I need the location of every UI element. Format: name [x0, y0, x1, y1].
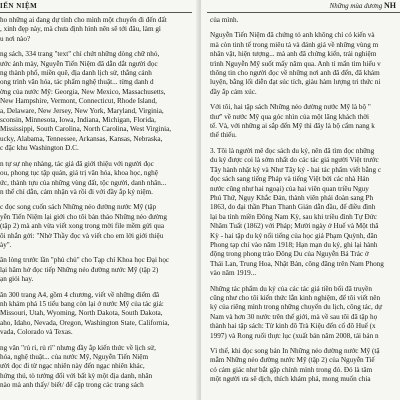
text-line: c đặc khu Washington D.C.: [0, 144, 79, 153]
text-line: Nguyễn Tiến Niệm đã chứng tỏ anh không chỉ có kiến và: [210, 31, 375, 40]
left-header-rule: [0, 12, 192, 13]
right-header-title: Những mùa dương: [329, 2, 383, 10]
text-line: ày".: [0, 240, 12, 249]
text-line: ăn lòng trước lần "phủ chủ" cho Tạp chí Khoa học Đại học: [0, 256, 170, 265]
text-line: thông tin cho người đọc về những nơi anh đã đến, đã khám: [210, 69, 380, 78]
left-page: [0, 0, 199, 400]
text-line: cũng như cho tôi kiến thức lẫn kinh nghiệm, để tôi viết nên: [210, 293, 381, 302]
text-line: Missouri, Utah, Wyoming, North Dakota, South Dakota,: [0, 309, 163, 318]
text-line: ờng của nước Mỹ: Georgia, New Mexico, Massachusetts,: [0, 87, 166, 96]
text-line: lại hăm hở đọc tiếp Những nẻo đường nước Mỹ (tập 2): [0, 265, 159, 274]
text-line: n thể chỉ dẫn, cảm nhận và rồi đi với đầy ắp kỷ niệm.: [0, 187, 153, 196]
text-line: ng sách, 334 trang "text" chỉ chứt những dòng chữ nhỏ,: [0, 50, 160, 59]
text-line: Kỳ - hai tập du ký nổi tiếng của học giả Phạm Quỳnh, đăn: [210, 231, 378, 240]
text-line: vào năm 1919...: [210, 269, 257, 278]
text-line: yễn Tiến Niệm lại giới cho tôi bản thảo Những nẻo đường: [0, 212, 167, 221]
text-line: ười đọc đi từ ngạc nhiên này đến ngạc nhiên khác,: [0, 362, 145, 371]
text-line: mà còn tinh tế trong miêu tả và đánh giá về những vùng m: [210, 40, 379, 49]
text-line: aho, Idaho, Nevada, Oregon, Washington State, California,: [0, 318, 170, 327]
text-line: một người ưa sê dịch, thích khám phá, mong muốn chia: [210, 375, 371, 384]
text-line: ng văn "rủ rỉ, rủ rì" nhưng đầy ắp kiến thức về lịch sử,: [0, 343, 156, 352]
text-line: 3. Tôi là người mê đọc sách du ký, nên đã tìm đọc những: [210, 146, 375, 155]
text-line: ạn giỏi hay.: [0, 275, 34, 284]
text-line: ôi nhắn gởi: "Nhờ Thầy đọc và viết cho em lời giới thiệu: [0, 231, 164, 240]
text-line: sconsin, Minnesota, Iowa, Indiana, Michigan, Florida,: [0, 116, 156, 125]
text-line: ho những ai đang dự tính cho mình một chuyến đi đến đất: [0, 16, 167, 24]
text-line: , xinh đẹp này, mà chưa định hình nên sẽ tới đâu, làm gì: [0, 25, 161, 34]
right-running-header: [276, 1, 396, 10]
text-line: Những tác phẩm du ký của các tác giả tiền bối đã truyền: [210, 284, 372, 293]
text-line: hứng thú, tò tưởng đối với bất kỳ một địa danh, nhân: [0, 371, 153, 380]
text-line: nhân vật, hiện tượng... mà anh đã chứng kiến, trải nghiệm: [210, 50, 377, 59]
text-line: trình Nguyễn Mỹ suốt mấy năm qua. Anh tỉ mẩn tìm hiểu v: [210, 59, 381, 68]
text-line: Phú Thứ, Ngụy Khắc Đản, thành viên phái đoàn sang Ph: [210, 193, 374, 202]
text-line: vada, Colorado và Texas.: [0, 328, 73, 337]
text-line: mẫm Những nẻo đường nước Mỹ (tập 2) của Nguyễn Tiế: [210, 356, 375, 365]
text-line: ức, thành tựu của những vùng đất, tộc người, danh nhân...: [0, 178, 167, 187]
right-page-text: [210, 16, 398, 385]
text-line: động trong phong trào Đông Du của Nguyễn Bá Trác ở: [210, 250, 369, 259]
text-line: Với tôi, hai tập sách Những nẻo đường nước Mỹ là bộ ": [210, 103, 371, 112]
left-running-header: IẾN NIỆM: [0, 2, 38, 10]
text-line: ou, phong tục tập quán, giá trị văn hóa, khoa học, nghệ: [0, 169, 158, 178]
text-line: tế. Và, với những ai sắp đến Mỹ thì đây là bộ cẩm nang k: [210, 122, 375, 131]
text-line: Tây hành nhật ký và Như Tây ký - hai tác phẩm viết bằng c: [210, 165, 382, 174]
text-line: c đọc song cuốn sách Những nẻo đường nước Mỹ (tập: [0, 203, 157, 212]
text-line: hóa, nghệ thuật... của nước Mỹ, Nguyễn Tiến Niệm: [0, 353, 149, 361]
right-page: [201, 0, 400, 400]
text-line: a, Delaware, New Jersey, New York, Maryland, Virginia,: [0, 106, 164, 115]
text-line: ký của riêng mình trong những chuyến du lịch, công tác, dự: [210, 303, 383, 312]
text-line: Nhâm Tuất (1862) với Pháp; Mười ngày ở Huế và Một thă: [210, 222, 379, 231]
text-line: ong trình văn hóa, tác phẩm nghệ thuật... từng danh d: [0, 78, 154, 87]
text-line: của mình.: [210, 16, 239, 24]
text-line: có cảm giác như bắt gặp chính mình trong đó. Đó là tâm: [210, 365, 373, 374]
text-line: đầy ắp cảm xúc.: [210, 87, 257, 96]
text-line: Nam và hơn 30 nước trên thế giới, mà về sau tôi đã tập họ: [210, 312, 378, 321]
text-line: đọc sách sang tiếng Pháp và tiếng Việt bởi các nhà Hán: [210, 175, 370, 184]
text-line: Phong tạp chí vào năm 1918; Hạn mạn du ký, ghi lại hành: [210, 240, 378, 249]
text-line: ng thành phố, miền quê, địa danh lịch sử, thắng cảnh: [0, 69, 152, 78]
right-header-rule: [207, 12, 400, 13]
text-line: thư" về nước Mỹ qua góc nhìn của một lãng khách thời: [210, 112, 370, 121]
text-line: u nơi nào?: [0, 34, 31, 43]
text-line: Thái Lan, Trung Hoa, Nhật Bản, công đăng trên Nam Phong: [210, 259, 384, 268]
text-line: du ký được coi là sớm nhất do các tác giả người Việt trước: [210, 156, 379, 165]
text-line: ucky, Alabama, Tennessee, Arkansas, Kansas, Nebraska,: [0, 134, 163, 143]
text-line: lại ba tỉnh miền Đông Nam Kỳ, sau khi triều đình Tự Đức: [210, 212, 377, 221]
text-line: 1863, do đại thần Phan Thanh Giản dẫn đầu, để điều đình: [210, 203, 376, 212]
text-line: nào mà anh thấy/ biết/ để cập trong các trang sách: [0, 381, 144, 390]
text-line: Mississippi, South Carolina, North Carolina, West Virginia,: [0, 125, 172, 134]
text-line: (tập 2) mà anh vừa viết xong trong mời file mềm gửi qua: [0, 222, 165, 231]
text-line: ước ảnh mày, Nguyễn Tiến Niệm đã dẫn dắt người đọc: [0, 59, 158, 68]
text-line: nh khám phá 15 tiểu bang còn lại ở nước Mỹ của tác giả:: [0, 299, 164, 308]
text-line: luyện, bằng lối diễn đạt súc tích, giàu hàm lượng tri thức ni: [210, 78, 381, 87]
text-line: n tự sự nhẹ nhàng, tác giả đã giới thiệu với người đọc: [0, 159, 154, 168]
text-line: New Hampshire, Vermont, Connecticut, Rhode Island,: [0, 97, 157, 106]
text-line: ăn 300 trang A4, gồm 4 chương, viết về những điểm đã: [0, 290, 160, 299]
text-line: thể thiếu.: [210, 131, 237, 140]
left-page-text: [0, 16, 190, 391]
right-header-mark: NH: [384, 1, 396, 10]
text-line: nước cũng như hai ngoại) của hai viên quan triều Nguy: [210, 184, 369, 193]
text-line: 1997) và Rong ruổi thực lục (xuất bản năm 2008, tái bản n: [210, 331, 379, 340]
text-line: Vì thế, khi đọc song bản In Những nẻo đường nước Mỹ (tậ: [210, 347, 380, 355]
text-line: thành hai tập sách: Từ kinh đô Trà Kiệu đến cố đô Huế (x: [210, 322, 376, 331]
